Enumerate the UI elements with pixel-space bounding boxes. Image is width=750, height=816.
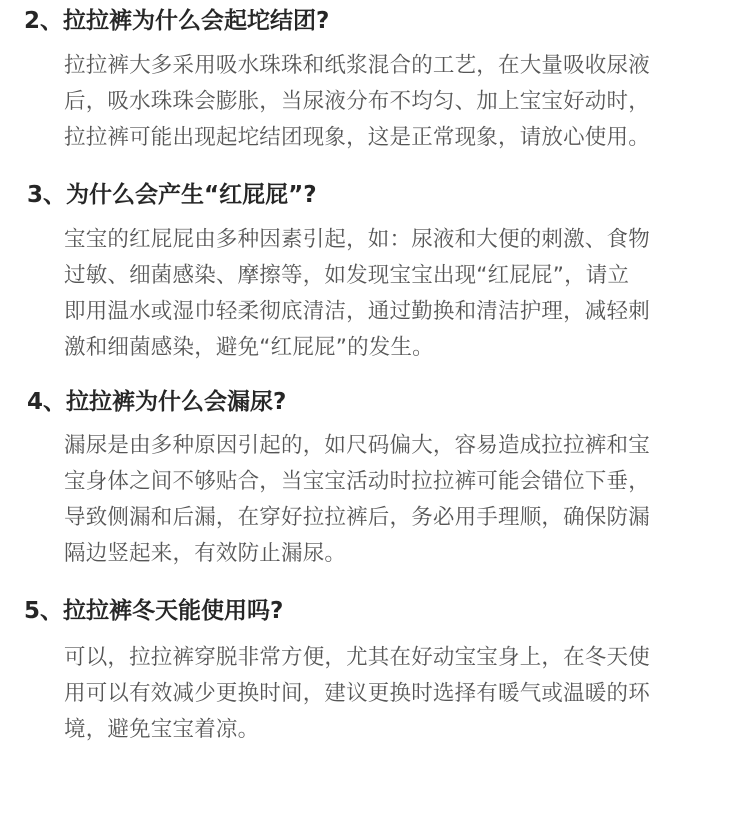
faq-number-4: 4、 [27, 389, 67, 415]
faq-title-2: 拉拉裤为什么会起坨结团? [63, 8, 330, 34]
faq-title-5: 拉拉裤冬天能使用吗? [63, 598, 284, 624]
answer-line: 过敏、细菌感染、摩擦等，如发现宝宝出现“红屁屁”，请立 [64, 263, 630, 288]
faq-number-2: 2、 [24, 8, 64, 34]
faq-question-5 [24, 596, 283, 626]
answer-line: 后，吸水珠珠会膨胀，当尿液分布不均匀、加上宝宝好动时， [64, 89, 650, 114]
answer-line: 即用温水或湿巾轻柔彻底清洁，通过勤换和清洁护理，减轻刺 [64, 299, 650, 324]
answer-line: 拉拉裤可能出现起坨结团现象，这是正常现象，请放心使用。 [64, 125, 650, 150]
answer-line: 可以，拉拉裤穿脱非常方便，尤其在好动宝宝身上，在冬天使 [64, 645, 650, 670]
answer-line: 导致侧漏和后漏，在穿好拉拉裤后，务必用手理顺，确保防漏 [64, 505, 650, 530]
faq-answer-2 [64, 48, 724, 156]
answer-line: 用可以有效减少更换时间，建议更换时选择有暖气或温暖的环 [64, 681, 650, 706]
faq-title-3: 为什么会产生“红屁屁”? [66, 182, 317, 208]
faq-question-2 [24, 6, 329, 36]
answer-line: 激和细菌感染，避免“红屁屁”的发生。 [64, 335, 434, 360]
faq-answer-4 [64, 428, 724, 572]
faq-question-4 [27, 387, 286, 417]
answer-line: 拉拉裤大多采用吸水珠珠和纸浆混合的工艺，在大量吸收尿液 [64, 53, 650, 78]
answer-line: 宝身体之间不够贴合，当宝宝活动时拉拉裤可能会错位下垂， [64, 469, 650, 494]
faq-answer-3 [64, 222, 724, 366]
answer-line: 隔边竖起来，有效防止漏尿。 [64, 541, 347, 566]
answer-line: 漏尿是由多种原因引起的，如尺码偏大，容易造成拉拉裤和宝 [64, 433, 650, 458]
faq-number-5: 5、 [24, 598, 64, 624]
faq-question-3 [27, 180, 317, 210]
faq-answer-5 [64, 640, 724, 748]
answer-line: 境，避免宝宝着凉。 [64, 717, 260, 742]
faq-number-3: 3、 [27, 182, 67, 208]
answer-line: 宝宝的红屁屁由多种因素引起，如：尿液和大便的刺激、食物 [64, 227, 650, 252]
faq-title-4: 拉拉裤为什么会漏尿? [66, 389, 287, 415]
